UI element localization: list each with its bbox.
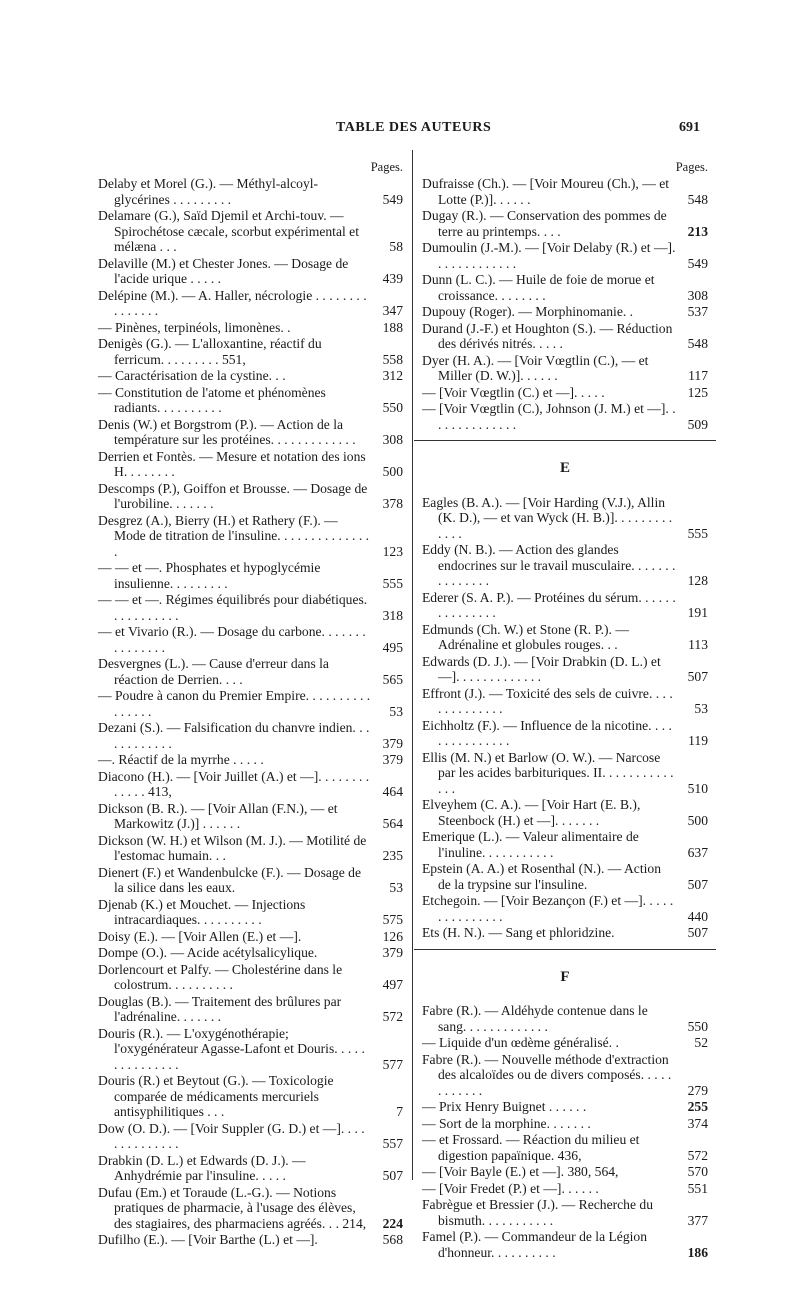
index-entry <box>422 1181 708 1197</box>
entry-page: 255 <box>687 1099 708 1114</box>
entry-text: Ets (H. N.). — Sang et phloridzine. <box>422 925 615 940</box>
entry-text: Edwards (D. J.). — [Voir Drabkin (D. L.) et —]. . . . . . . . . . . . . <box>422 653 661 684</box>
entry-page: 495 <box>382 639 403 655</box>
entry-text: — Pinènes, terpinéols, limonènes. . <box>98 319 291 335</box>
index-entry <box>422 622 708 653</box>
entry-text: Dugay (R.). — Conservation des pommes de terre au printemps. . . . <box>422 208 667 239</box>
index-entry <box>422 718 708 749</box>
entry-text: — [Voir Bayle (E.) et —]. 380, 564, <box>422 1164 619 1179</box>
index-entry <box>422 240 708 271</box>
index-entry <box>422 1197 708 1228</box>
entry-text: — [Voir Fredet (P.) et —]. . . . . . <box>422 1180 599 1196</box>
entry-text: Desgrez (A.), Bierry (H.) et Rathery (F.). — Mode de titration de l'insuline. . . . . . . . . . . . . . . <box>98 512 370 559</box>
index-entry <box>422 925 708 941</box>
entry-text: Fabre (R.). — Nouvelle méthode d'extraction des alcaloïdes ou de divers composés. . . . . . . . . . . . <box>422 1051 672 1098</box>
index-entry <box>422 353 708 384</box>
index-entry <box>98 368 403 384</box>
entry-page: 125 <box>687 384 708 400</box>
index-entry <box>422 272 708 303</box>
entry-text: — — et —. Phosphates et hypoglycémie insulienne. . . . . . . . . <box>98 560 321 591</box>
entry-text: Dufilho (E.). — [Voir Barthe (L.) et —]. <box>98 1232 318 1247</box>
entry-page: 550 <box>687 1018 708 1034</box>
entry-text: Drabkin (D. L.) et Edwards (D. J.). — Anhydrémie par l'insuline. . . . . <box>98 1152 306 1183</box>
entry-page: 128 <box>687 573 708 588</box>
entry-text: — et Vivario (R.). — Dosage du carbone. . . . . . . . . . . . . . . <box>98 624 366 655</box>
entry-page: 119 <box>688 733 708 748</box>
entry-page: 379 <box>382 735 403 751</box>
index-entry <box>98 256 403 287</box>
entry-page: 318 <box>382 607 403 623</box>
entry-text: Dezani (S.). — Falsification du chanvre indien. . . . . . . . . . . . <box>98 720 370 751</box>
index-entry <box>98 449 403 480</box>
index-entry <box>98 624 403 655</box>
index-entry <box>98 320 403 336</box>
entry-page: 191 <box>687 605 708 620</box>
entry-text: Douris (R.). — L'oxygénothérapie; l'oxygénérateur Agasse-Lafont et Douris. . . . . . . . . . . . . . . <box>98 1025 365 1072</box>
entry-text: Ederer (S. A. P.). — Protéines du sérum. . . . . . . . . . . . . . . <box>422 589 676 620</box>
index-entry <box>422 321 708 352</box>
entry-page: 548 <box>687 191 708 207</box>
entry-page: 507 <box>687 876 708 892</box>
entry-text: Dow (O. D.). — [Voir Suppler (G. D.) et —]. . . . . . . . . . . . . . <box>98 1120 365 1151</box>
index-entry <box>422 1099 708 1115</box>
section-letter-f: F <box>560 968 570 985</box>
index-entry <box>422 1116 708 1132</box>
entry-page: 564 <box>382 816 403 831</box>
page-number: 691 <box>679 120 700 135</box>
index-entry <box>98 929 403 945</box>
index-entry <box>422 861 708 892</box>
left-entry-list <box>98 176 403 1248</box>
right-column <box>422 160 708 1261</box>
index-entry <box>422 495 708 542</box>
section-letter-e: E <box>559 460 570 476</box>
index-entry <box>98 720 403 751</box>
entry-text: Edmunds (Ch. W.) et Stone (R. P.). — Adrénaline et globules rouges. . . <box>422 621 629 652</box>
index-entry <box>98 1121 403 1152</box>
entry-page: 509 <box>687 416 708 432</box>
entry-page: 464 <box>382 784 403 799</box>
index-entry <box>98 833 403 864</box>
entry-page: 308 <box>382 432 403 447</box>
index-entry <box>422 654 708 685</box>
index-entry <box>422 1035 708 1051</box>
entry-page: 308 <box>687 287 708 303</box>
entry-text: Elveyhem (C. A.). — [Voir Hart (E. B.), Steenbock (H.) et —]. . . . . . . <box>422 797 641 828</box>
entry-text: — [Voir Vœgtlin (C.), Johnson (J. M.) et —]. . . . . . . . . . . . . . <box>422 401 676 432</box>
entry-page: 379 <box>382 752 403 767</box>
index-entry <box>422 208 708 239</box>
entry-text: — et Frossard. — Réaction du milieu et digestion papaïnique. 436, <box>422 1132 640 1163</box>
entry-page: 213 <box>687 223 708 239</box>
entry-text: Delépine (M.). — A. Haller, nécrologie . . . . . . . . . . . . . . . <box>98 287 367 318</box>
entry-text: Douglas (B.). — Traitement des brûlures par l'adrénaline. . . . . . . <box>98 993 342 1024</box>
entry-page: 53 <box>389 880 403 895</box>
entry-text: — — et —. Régimes équilibrés pour diabétiques. . . . . . . . . . . <box>98 592 368 623</box>
index-entry <box>422 1052 708 1099</box>
entry-page: 568 <box>382 1232 403 1247</box>
entry-text: — Caractérisation de la cystine. . . <box>98 368 286 383</box>
entry-text: Denigès (G.). — L'alloxantine, réactif du ferricum. . . . . . . . . 551, <box>98 336 322 367</box>
entry-page: 570 <box>687 1164 708 1179</box>
index-entry <box>422 401 708 432</box>
entry-page: 572 <box>382 1009 403 1024</box>
entry-page: 58 <box>389 239 403 254</box>
entry-page: 379 <box>382 945 403 960</box>
index-entry <box>422 750 708 797</box>
entry-text: Dienert (F.) et Wandenbulcke (F.). — Dosage de la silice dans les eaux. <box>98 864 361 895</box>
entry-text: Delaby et Morel (G.). — Méthyl-alcoyl-glycérines . . . . . . . . . <box>98 176 319 207</box>
entry-text: Fabrègue et Bressier (J.). — Recherche du bismuth. . . . . . . . . . . <box>422 1197 654 1228</box>
entry-page: 500 <box>382 464 403 479</box>
index-entry <box>98 688 403 719</box>
entry-text: Dickson (B. R.). — [Voir Allan (F.N.), — et Markowitz (J.)] . . . . . . <box>98 800 338 831</box>
entry-page: 440 <box>687 908 708 924</box>
index-entry <box>98 865 403 896</box>
entry-page: 537 <box>687 304 708 319</box>
index-entry <box>98 208 403 255</box>
entry-text: Delaville (M.) et Chester Jones. — Dosage de l'acide urique . . . . . <box>98 255 349 286</box>
index-entry <box>422 1132 708 1163</box>
index-entry <box>98 176 403 207</box>
entry-page: 555 <box>687 525 708 541</box>
entry-page: 377 <box>687 1212 708 1228</box>
entry-page: 551 <box>687 1180 708 1196</box>
index-entry <box>98 417 403 448</box>
index-entry <box>98 592 403 623</box>
entry-page: 548 <box>687 336 708 351</box>
index-entry <box>422 304 708 320</box>
entry-text: Durand (J.-F.) et Houghton (S.). — Réduction des dérivés nitrés. . . . . <box>422 320 673 351</box>
index-entry <box>98 994 403 1025</box>
entry-text: Ellis (M. N.) et Barlow (O. W.). — Narcose par les acides barbituriques. II. . . . . . . . . . . . . . <box>422 749 674 796</box>
entry-page: 637 <box>687 844 708 860</box>
entry-page: 53 <box>389 703 403 719</box>
entry-text: Descomps (P.), Goiffon et Brousse. — Dosage de l'urobiline. . . . . . . <box>98 480 368 511</box>
entry-text: Desvergnes (L.). — Cause d'erreur dans la réaction de Derrien. . . . <box>98 656 329 687</box>
entry-text: — [Voir Vœgtlin (C.) et —]. . . . . <box>422 384 605 400</box>
index-entry <box>422 686 708 717</box>
entry-text: Delamare (G.), Saïd Djemil et Archi-touv. — Spirochétose cæcale, scorbut expérimental et mélæna . . . <box>98 208 359 254</box>
index-entry <box>98 962 403 993</box>
entry-text: Douris (R.) et Beytout (G.). — Toxicologie comparée de médicaments mercuriels antisyphilitiques . . . <box>98 1073 334 1119</box>
entry-page: 500 <box>687 812 708 828</box>
entry-text: Dorlencourt et Palfy. — Cholestérine dans le colostrum. . . . . . . . . . <box>98 961 343 992</box>
entry-page: 439 <box>382 271 403 286</box>
entry-text: Dufraisse (Ch.). — [Voir Moureu (Ch.), — et Lotte (P.)]. . . . . . <box>422 176 670 207</box>
index-entry <box>422 385 708 401</box>
entry-page: 549 <box>382 191 403 207</box>
entry-page: 186 <box>687 1244 708 1260</box>
right-f-entry-list <box>422 1003 708 1260</box>
entry-text: Dunn (L. C.). — Huile de foie de morue et croissance. . . . . . . . <box>422 272 655 303</box>
entry-text: Dompe (O.). — Acide acétylsalicylique. <box>98 945 318 960</box>
entry-text: Dupouy (Roger). — Morphinomanie. . <box>422 304 634 319</box>
running-title: TABLE DES AUTEURS <box>336 120 492 135</box>
index-entry <box>98 801 403 832</box>
entry-text: — Sort de la morphine. . . . . . . <box>422 1115 591 1131</box>
index-entry <box>98 752 403 768</box>
running-header <box>100 120 700 140</box>
section-rule-e <box>414 440 716 441</box>
entry-text: Derrien et Fontès. — Mesure et notation des ions H. . . . . . . . <box>98 448 366 479</box>
entry-text: Eddy (N. B.). — Action des glandes endocrines sur le travail musculaire. . . . . . . . . . . . . . . <box>422 542 676 588</box>
entry-page: 123 <box>382 543 403 559</box>
entry-text: Epstein (A. A.) et Rosenthal (N.). — Action de la trypsine sur l'insuline. <box>422 861 661 892</box>
entry-page: 575 <box>382 912 403 927</box>
entry-page: 235 <box>382 848 403 863</box>
entry-page: 577 <box>382 1056 403 1072</box>
entry-text: — Liquide d'un œdème généralisé. . <box>422 1035 619 1050</box>
entry-page: 549 <box>687 255 708 271</box>
entry-page: 550 <box>382 400 403 415</box>
index-entry <box>98 945 403 961</box>
right-d-entry-list <box>422 176 708 432</box>
entry-text: Denis (W.) et Borgstrom (P.). — Action de la température sur les protéines. . . . . . . . . . . . . <box>98 416 356 447</box>
index-entry <box>98 513 403 560</box>
entry-page: 224 <box>382 1215 403 1231</box>
entry-page: 126 <box>382 928 403 944</box>
entry-page: 510 <box>687 780 708 796</box>
entry-text: — Prix Henry Buignet . . . . . . <box>422 1099 587 1114</box>
index-entry <box>98 1026 403 1073</box>
entry-text: Etchegoin. — [Voir Bezançon (F.) et —]. . . . . . . . . . . . . . . <box>422 893 674 924</box>
entry-text: — Poudre à canon du Premier Empire. . . . . . . . . . . . . . . . <box>98 688 371 719</box>
entry-page: 374 <box>687 1115 708 1131</box>
index-entry <box>422 590 708 621</box>
entry-page: 565 <box>382 671 403 687</box>
entry-text: Fabre (R.). — Aldéhyde contenue dans le sang. . . . . . . . . . . . . <box>422 1003 648 1034</box>
entry-text: Dyer (H. A.). — [Voir Vœgtlin (C.), — et Miller (D. W.)]. . . . . . <box>422 352 649 383</box>
entry-text: Doisy (E.). — [Voir Allen (E.) et —]. <box>98 928 302 944</box>
entry-page: 497 <box>382 977 403 992</box>
index-entry <box>98 897 403 928</box>
entry-page: 113 <box>688 637 708 652</box>
index-entry <box>98 769 403 800</box>
entry-text: — Constitution de l'atome et phénomènes radiants. . . . . . . . . . <box>98 384 326 415</box>
index-entry <box>98 385 403 416</box>
entry-page: 557 <box>382 1136 403 1151</box>
entry-page: 52 <box>694 1035 708 1050</box>
entry-page: 558 <box>382 351 403 367</box>
index-entry <box>98 656 403 687</box>
index-entry <box>98 1185 403 1232</box>
index-entry <box>422 1003 708 1034</box>
entry-page: 378 <box>382 496 403 511</box>
entry-page: 7 <box>396 1104 403 1119</box>
entry-page: 507 <box>687 925 708 940</box>
index-entry <box>98 1153 403 1184</box>
entry-page: 53 <box>694 701 708 716</box>
index-entry <box>422 176 708 207</box>
entry-text: Dickson (W. H.) et Wilson (M. J.). — Motilité de l'estomac humain. . . <box>98 832 367 863</box>
index-entry <box>98 1073 403 1120</box>
entry-page: 312 <box>382 368 403 383</box>
pages-label-left: Pages. <box>370 160 403 174</box>
index-entry <box>98 481 403 512</box>
entry-text: Effront (J.). — Toxicité des sels de cuivre. . . . . . . . . . . . . . <box>422 685 673 716</box>
entry-page: 279 <box>687 1082 708 1098</box>
index-entry <box>422 829 708 860</box>
entry-page: 507 <box>687 669 708 684</box>
entry-text: Dufau (Em.) et Toraude (L.-G.). — Notions pratiques de pharmacie, à l'usage des élèves, des stagiaires, des pharmaciens agréés. . . 214, <box>98 1184 367 1231</box>
section-rule-f <box>414 949 716 950</box>
entry-text: Djenab (K.) et Mouchet. — Injections intracardiaques. . . . . . . . . . <box>98 896 306 927</box>
index-entry <box>98 560 403 591</box>
index-entry <box>422 893 708 924</box>
entry-page: 507 <box>382 1168 403 1183</box>
entry-text: Diacono (H.). — [Voir Juillet (A.) et —]. . . . . . . . . . . . . 413, <box>98 768 370 799</box>
index-entry <box>422 797 708 828</box>
index-entry <box>98 288 403 319</box>
pages-label-right: Pages. <box>675 160 708 174</box>
entry-text: Eagles (B. A.). — [Voir Harding (V.J.), Allin (K. D.), — et van Wyck (H. B.)]. . . . . . . . . . . . . <box>422 494 673 541</box>
entry-page: 555 <box>382 575 403 591</box>
left-column <box>98 160 403 1249</box>
entry-page: 572 <box>687 1147 708 1163</box>
index-entry <box>422 1229 708 1260</box>
entry-text: Famel (P.). — Commandeur de la Légion d'honneur. . . . . . . . . . <box>422 1229 648 1260</box>
entry-page: 347 <box>382 303 403 318</box>
entry-text: Emerique (L.). — Valeur alimentaire de l'inuline. . . . . . . . . . . <box>422 829 639 860</box>
right-e-entry-list <box>422 495 708 941</box>
entry-page: 188 <box>382 319 403 335</box>
column-divider <box>412 150 413 1180</box>
index-entry <box>422 1164 708 1180</box>
index-entry <box>98 336 403 367</box>
entry-page: 117 <box>688 368 708 383</box>
entry-text: Eichholtz (F.). — Influence de la nicotine. . . . . . . . . . . . . . . <box>422 717 672 748</box>
index-entry <box>422 542 708 589</box>
index-entry <box>98 1232 403 1248</box>
entry-text: Dumoulin (J.-M.). — [Voir Delaby (R.) et —]. . . . . . . . . . . . . <box>422 240 676 271</box>
entry-text: —. Réactif de la myrrhe . . . . . <box>98 752 264 767</box>
